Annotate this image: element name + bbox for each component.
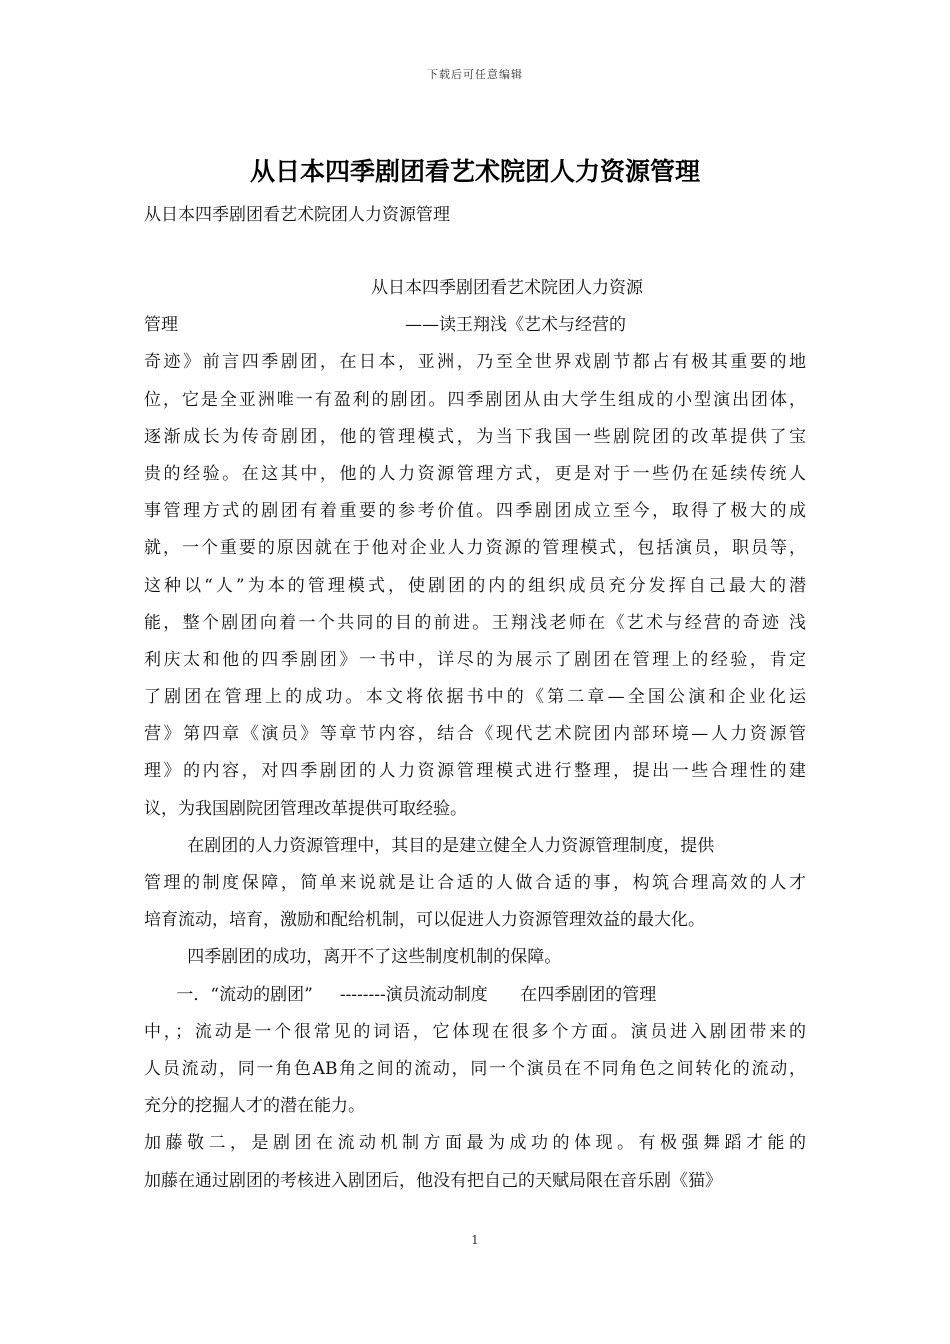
body-text [144,270,806,1200]
header-note: 下载后可任意编辑 [427,68,523,81]
body-line: 逐渐成长为传奇剧团，他的管理模式，为当下我国一些剧院团的改革提供了宝 [144,426,806,447]
body-line: 位，它是全亚洲唯一有盈利的剧团。四季剧团从由大学生组成的小型演出团体， [144,389,806,410]
body-line: 管理 ——读王翔浅《艺术与经营的 [144,315,626,336]
body-line: 贵的经验。在这其中，他的人力资源管理方式，更是对于一些仍在延续传统人 [144,463,806,484]
body-line: 从日本四季剧团看艺术院团人力资源 [144,278,643,298]
body-line: 人员流动，同一角色AB角之间的流动，同一个演员在不同角色之间转化的流动， [144,1058,806,1079]
body-line: 培育流动，培育，激励和配给机制，可以促进人力资源管理效益的最大化。 [144,910,705,931]
body-line: 这种以“人”为本的管理模式，使剧团的内的组织成员充分发挥自己最大的潜 [144,575,806,596]
body-line: 议，为我国剧院团管理改革提供可取经验。 [144,798,467,819]
body-line: 能，整个剧团向着一个共同的目的前进。王翔浅老师在《艺术与经营的奇迹 浅 [144,612,806,633]
body-line: 加藤敬二，是剧团在流动机制方面最为成功的体现。有极强舞蹈才能的 [144,1133,806,1154]
body-line: 管理的制度保障，简单来说就是让合适的人做合适的事，构筑合理高效的人才 [144,873,806,893]
body-line: 就，一个重要的原因就在于他对企业人力资源的管理模式，包括演员，职员等， [144,538,806,559]
body-line: 了剧团在管理上的成功。本文将依据书中的《第二章—全国公演和企业化运 [144,687,806,708]
page-number: 1 [471,1233,479,1247]
body-line: 一．“流动的剧团” --------演员流动制度 在四季剧团的管理 [144,984,657,1005]
body-line: 四季剧团的成功，离开不了这些制度机制的保障。 [144,947,562,968]
body-line: 加藤在通过剧团的考核进入剧团后，他没有把自己的天赋局限在音乐剧《猫》 [144,1170,722,1191]
body-line: 营》第四章《演员》等章节内容，结合《现代艺术院团内部环境—人力资源管 [144,724,806,745]
body-line: 中，；流动是一个很常见的词语，它体现在很多个方面。演员进入剧团带来的 [144,1021,806,1042]
body-line: 奇迹》前言四季剧团，在日本，亚洲，乃至全世界戏剧节都占有极其重要的地 [144,352,806,373]
body-line: 充分的挖掘人才的潜在能力。 [144,1096,365,1117]
body-line: 事管理方式的剧团有着重要的参考价值。四季剧团成立至今，取得了极大的成 [144,501,806,522]
body-line: 利庆太和他的四季剧团》一书中，详尽的为展示了剧团在管理上的经验，肯定 [144,649,806,670]
body-line: 在剧团的人力资源管理中，其目的是建立健全人力资源管理制度，提供 [144,835,715,856]
body-line: 理》的内容，对四季剧团的人力资源管理模式进行整理，提出一些合理性的建 [144,761,806,782]
document-title: 从日本四季剧团看艺术院团人力资源管理 [249,157,700,186]
document-subtitle: 从日本四季剧团看艺术院团人力资源管理 [144,205,450,225]
